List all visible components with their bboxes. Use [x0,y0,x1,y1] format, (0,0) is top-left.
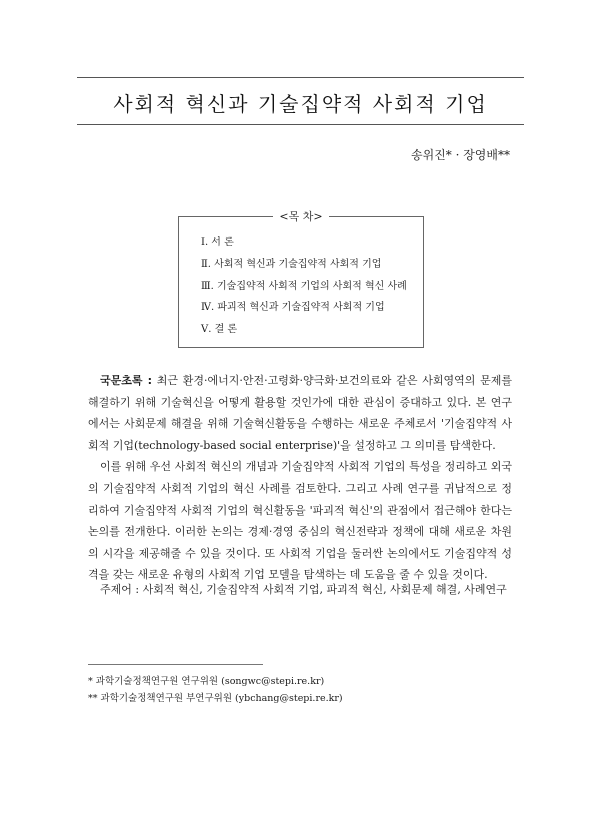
footnotes [88,673,343,707]
abstract-paragraph-2: 이를 위해 우선 사회적 혁신의 개념과 기술집약적 사회적 기업의 특성을 정리하고 외국의 기술집약적 사회적 기업의 혁신 사례를 검토한다. 그리고 사례 연구를 귀납적으로 정리하여 기술집약적 사회적 기업의 혁신활동을 '파괴적 혁신'의 관점에서 접근해야 한다는 논의를 전개한다. 이러한 논의는 경제·경영 중심의 혁신전략과 정책에 대해 새로운 차원의 시각을 제공해줄 수 있을 것이다. 또 사회적 기업을 둘러싼 논의에서도 기술집약적 성격을 갖는 새로운 유형의 사회적 기업 모델을 탐색하는 데 도움을 줄 수 있을 것이다. [88,460,512,582]
keywords: 주제어 : 사회적 혁신, 기술집약적 사회적 기업, 파괴적 혁신, 사회문제 해결, 사례연구 [100,583,507,596]
footnote-1: * 과학기술정책연구원 연구위원 (songwc@stepi.re.kr) [88,676,325,687]
toc-item: Ⅳ. 파괴적 혁신과 기술집약적 사회적 기업 [201,302,385,314]
abstract-label: 국문초록 : [100,374,152,387]
toc-item: Ⅱ. 사회적 혁신과 기술집약적 사회적 기업 [201,258,382,270]
paper-title: 사회적 혁신과 기술집약적 사회적 기업 [113,92,488,116]
table-of-contents [178,210,424,348]
title-bottom-rule [77,124,524,125]
toc-list [201,238,407,347]
title-top-rule [77,77,524,78]
abstract [88,370,512,586]
toc-item: Ⅰ. 서 론 [201,237,234,248]
authors: 송위진* · 장영배** [411,148,510,162]
toc-heading: <목 차> [273,210,328,223]
abstract-text-1: 최근 환경·에너지·안전·고령화·양극화·보건의료와 같은 사회영역의 문제를 해결하기 위해 기술혁신을 어떻게 활용할 것인가에 대한 관심이 증대하고 있다. 본 연구에서는 사회문제 해결을 위해 기술혁신활동을 수행하는 새로운 주체로서 '기술집약적 사회적 기업(technology-based social enterprise)'을 설정하고 그 의미를 탐색한다. [88,374,513,452]
abstract-paragraph-1 [88,370,512,456]
toc-item: Ⅲ. 기술집약적 사회적 기업의 사회적 혁신 사례 [201,280,407,292]
footnote-rule [88,664,263,665]
toc-item: Ⅴ. 결 론 [201,324,238,336]
footnote-2: ** 과학기술정책연구원 부연구위원 (ybchang@stepi.re.kr) [88,693,343,704]
